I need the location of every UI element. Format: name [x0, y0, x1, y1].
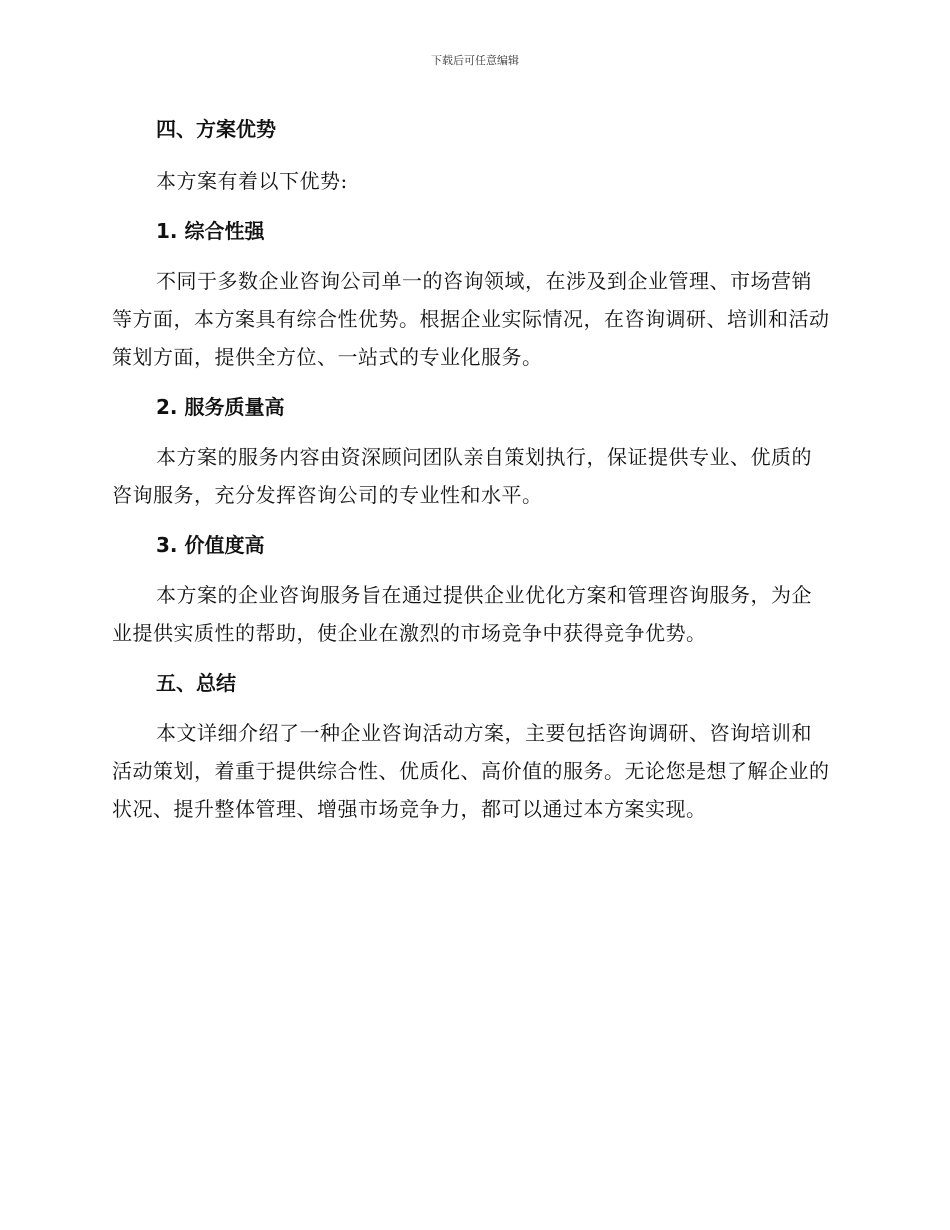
- advantage-3-paragraph: 本方案的企业咨询服务旨在通过提供企业优化方案和管理咨询服务，为企业提供实质性的帮助，使企业在激烈的市场竞争中获得竞争优势。: [112, 583, 812, 645]
- section-heading-advantages: 四、方案优势: [156, 117, 276, 141]
- section-heading-summary: 五、总结: [156, 671, 236, 695]
- summary-paragraph: 本文详细介绍了一种企业咨询活动方案，主要包括咨询调研、咨询培训和活动策划，着重于提供综合性、优质化、高价值的服务。无论您是想了解企业的状况、提升整体管理、增强市场竞争力，都可以通过本方案实现。: [112, 721, 830, 821]
- advantages-intro-paragraph: 本方案有着以下优势:: [156, 169, 348, 193]
- document-body: [112, 110, 832, 828]
- advantage-3-heading: 3. 价值度高: [156, 533, 265, 557]
- advantage-1-paragraph: 不同于多数企业咨询公司单一的咨询领域，在涉及到企业管理、市场营销等方面，本方案具有综合性优势。根据企业实际情况，在咨询调研、培训和活动策划方面，提供全方位、一站式的专业化服务。: [112, 269, 830, 369]
- page-header: 下载后可任意编辑: [431, 54, 519, 67]
- advantage-1-heading: 1. 综合性强: [156, 219, 265, 243]
- advantage-2-paragraph: 本方案的服务内容由资深顾问团队亲自策划执行，保证提供专业、优质的咨询服务，充分发挥咨询公司的专业性和水平。: [112, 445, 812, 507]
- advantage-2-heading: 2. 服务质量高: [156, 395, 285, 419]
